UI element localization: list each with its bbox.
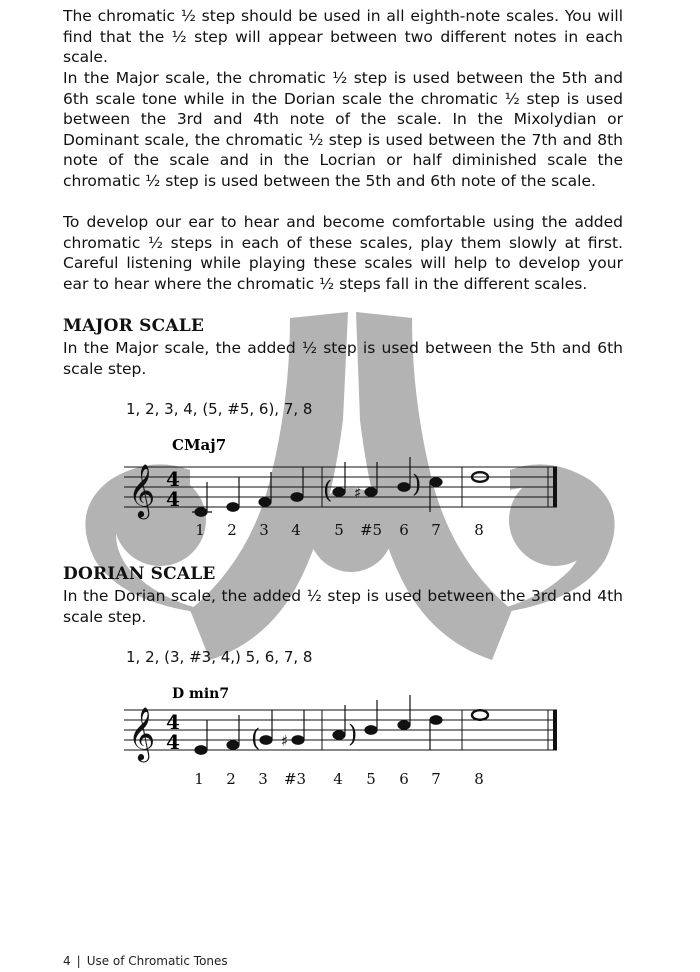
dorian-scale-staff [0, 672, 700, 812]
major-degree-1: 1 [195, 521, 205, 539]
dorian-note-3 [260, 736, 272, 745]
major-final-barline-thick [553, 467, 557, 507]
dorian-scale-sequence: 1, 2, (3, #3, 4,) 5, 6, 7, 8 [126, 648, 313, 666]
dorian-note-sharp3 [292, 736, 304, 745]
major-note-5 [333, 488, 345, 497]
major-scale-description: In the Major scale, the added ½ step is used between the 5th and 6th scale step. [63, 339, 623, 378]
major-note-7 [430, 478, 442, 487]
major-treble-clef: 𝄞 [128, 463, 156, 517]
major-note-6 [398, 483, 410, 492]
page-number: 4 [63, 954, 71, 968]
major-time-sig-bottom: 4 [166, 487, 180, 511]
major-degree-7: 7 [431, 521, 441, 539]
major-note-1 [195, 508, 207, 517]
dorian-note-5 [365, 726, 377, 735]
footer-separator: | [76, 954, 81, 968]
dorian-degree-2: 2 [226, 770, 236, 788]
dorian-chord-symbol: D min7 [172, 686, 230, 702]
major-time-sig-top: 4 [166, 467, 180, 491]
major-note-4 [291, 493, 303, 502]
major-scale-staff [0, 428, 700, 568]
major-note-sharp5 [365, 488, 377, 497]
dorian-degree-7: 7 [431, 770, 441, 788]
dorian-note-7 [430, 716, 442, 725]
dorian-scale-description: In the Dorian scale, the added ½ step is used between the 3rd and 4th scale step. [63, 587, 623, 626]
major-degree-4: 4 [291, 521, 301, 539]
major-degree-3: 3 [259, 521, 269, 539]
intro-paragraph-3: To develop our ear to hear and become comfortable using the added chromatic ½ steps in each of these scales, play them slowly at first. Careful listening while playing these scales will help to develop your ear to hear where the chromatic ½ steps fall in the different scales. [63, 213, 623, 293]
major-chord-symbol: CMaj7 [172, 436, 227, 454]
intro-paragraph-1: The chromatic ½ step should be used in all eighth-note scales. You will find that the ½ step will appear between two different notes in each scale. [63, 7, 623, 67]
major-scale-heading: MAJOR SCALE [63, 316, 205, 336]
page-footer [63, 954, 228, 968]
dorian-note-6 [398, 721, 410, 730]
dorian-degree-1: 1 [194, 770, 204, 788]
major-sharp-sign: ♯ [354, 484, 362, 502]
major-paren-close: ) [412, 470, 422, 498]
major-note-3 [259, 498, 271, 507]
dorian-paren-close: ) [348, 720, 358, 748]
intro-paragraph-2: In the Major scale, the chromatic ½ step is used between the 5th and 6th scale tone while in the Dorian scale the chromatic ½ step is used between the 3rd and 4th note of the scale. In the Mixolydian or Dominant scale, the chromatic ½ step is used between the 7th and 8th note of the scale and in the Locrian or half diminished scale the chromatic ½ step is used between the 5th and 6th note of the scale. [63, 69, 623, 190]
dorian-note-8 [472, 710, 488, 720]
dorian-degree-sharp3: #3 [283, 770, 307, 788]
dorian-note-4 [333, 731, 345, 740]
dorian-final-barline-thick [553, 710, 557, 750]
footer-section-title: Use of Chromatic Tones [86, 954, 228, 968]
dorian-paren-open: ( [251, 724, 261, 752]
dorian-note-1 [195, 746, 207, 755]
dorian-scale-heading: DORIAN SCALE [63, 564, 216, 584]
major-degree-6: 6 [399, 521, 409, 539]
major-degree-sharp5: #5 [359, 521, 383, 539]
dorian-time-sig-bottom: 4 [166, 730, 180, 754]
major-paren-open: ( [323, 476, 333, 504]
dorian-degree-3: 3 [258, 770, 268, 788]
major-scale-sequence: 1, 2, 3, 4, (5, #5, 6), 7, 8 [126, 400, 313, 418]
major-note-2 [227, 503, 239, 512]
dorian-note-2 [227, 741, 239, 750]
dorian-degree-8: 8 [474, 770, 484, 788]
major-degree-8: 8 [474, 521, 484, 539]
dorian-degree-4: 4 [333, 770, 343, 788]
dorian-time-sig-top: 4 [166, 710, 180, 734]
major-degree-2: 2 [227, 521, 237, 539]
dorian-sharp-sign: ♯ [281, 732, 289, 750]
major-degree-5: 5 [334, 521, 344, 539]
dorian-degree-6: 6 [399, 770, 409, 788]
dorian-treble-clef: 𝄞 [128, 706, 156, 760]
dorian-degree-5: 5 [366, 770, 376, 788]
